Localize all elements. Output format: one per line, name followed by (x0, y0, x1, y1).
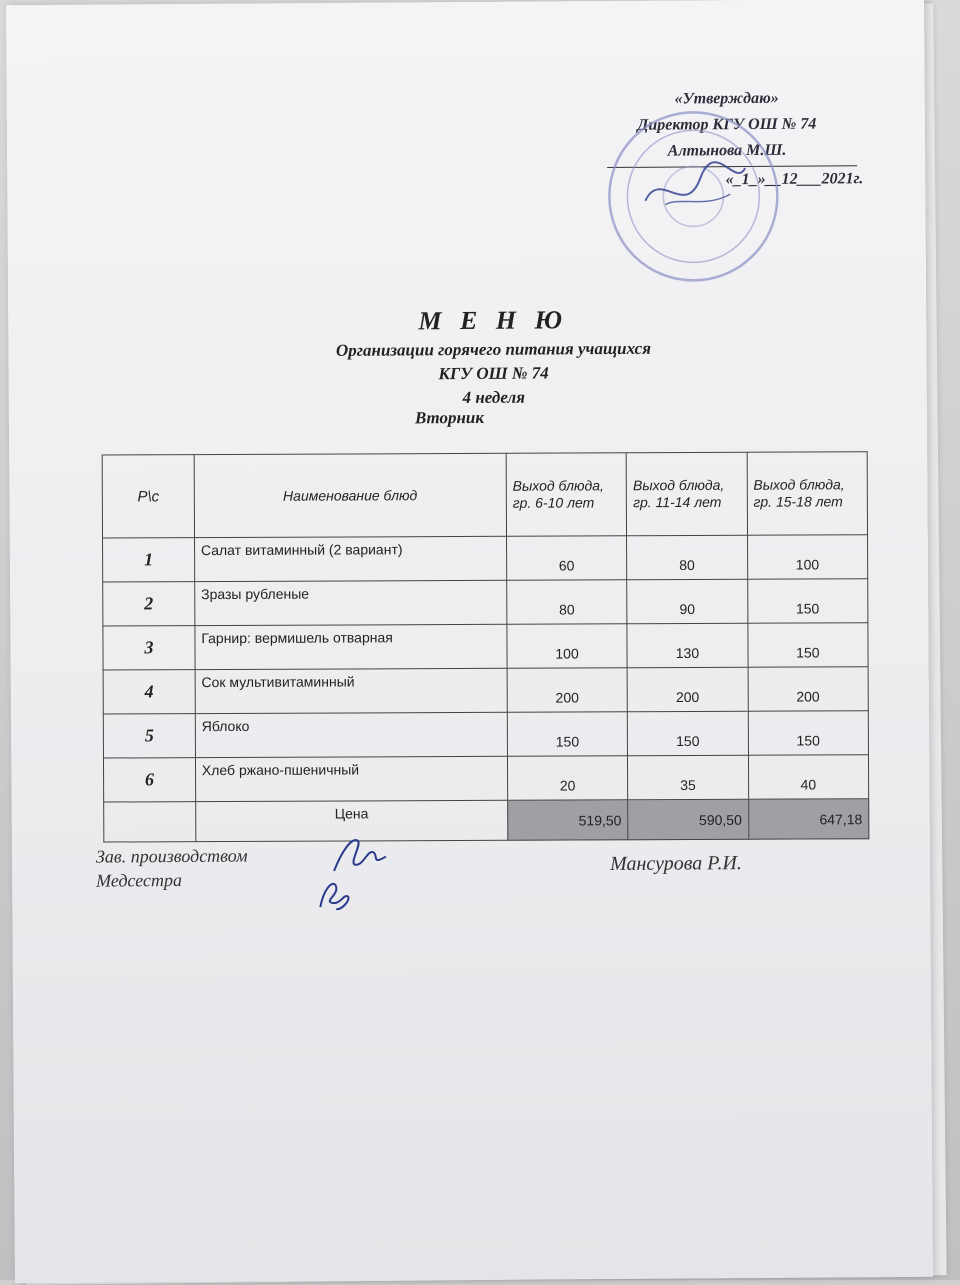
portion-6-10: 100 (507, 624, 628, 669)
nurse-signature-icon (314, 875, 354, 915)
portion-6-10: 20 (507, 756, 628, 801)
portion-15-18: 150 (748, 711, 869, 756)
row-number: 5 (103, 714, 195, 758)
dish-name: Зразы рубленые (195, 580, 507, 625)
title-block (258, 302, 729, 411)
column-header-dish: Наименование блюд (194, 453, 506, 537)
portion-15-18: 200 (748, 667, 869, 712)
column-header-number: Р\с (102, 455, 194, 538)
approval-position: Директор КГУ ОШ № 74 (637, 115, 817, 134)
portion-6-10: 60 (506, 536, 627, 581)
portion-6-10: 200 (507, 668, 628, 713)
production-head-label: Зав. производством (95, 845, 248, 867)
table-row (103, 579, 868, 626)
signatory-roles (96, 844, 248, 893)
approval-director-name: Алтынова М.Ш. (667, 141, 787, 160)
table-row (103, 667, 868, 714)
row-number: 4 (103, 670, 195, 714)
column-header-age-6-10: Выход блюда, гр. 6-10 лет (506, 453, 627, 537)
price-empty-cell (104, 802, 196, 842)
price-11-14: 590,50 (628, 799, 749, 840)
table-row (103, 755, 868, 802)
portion-11-14: 80 (627, 535, 748, 580)
row-number: 2 (103, 582, 195, 626)
portion-11-14: 130 (627, 623, 748, 668)
portion-11-14: 90 (627, 579, 748, 624)
dish-name: Хлеб ржано-пшеничный (195, 756, 507, 801)
day-label: Вторник (414, 407, 485, 428)
table-row (103, 711, 868, 758)
production-head-signature-icon (330, 831, 390, 879)
portion-15-18: 150 (747, 623, 868, 668)
column-header-age-15-18: Выход блюда, гр. 15-18 лет (747, 452, 868, 536)
page-subtitle: Организации горячего питания учащихся (335, 338, 651, 360)
row-number: 1 (103, 538, 195, 582)
portion-15-18: 150 (747, 579, 868, 624)
portion-15-18: 100 (747, 535, 868, 580)
table-row (103, 535, 868, 582)
row-number: 6 (103, 758, 195, 802)
portion-11-14: 150 (627, 711, 748, 756)
portion-11-14: 200 (627, 667, 748, 712)
dish-name: Яблоко (195, 712, 507, 757)
portion-15-18: 40 (748, 755, 869, 800)
approval-heading: «Утверждаю» (674, 89, 779, 108)
price-6-10: 519,50 (507, 800, 628, 841)
menu-table (102, 451, 870, 842)
portion-11-14: 35 (628, 755, 749, 800)
table-row (103, 623, 868, 670)
official-stamp-icon (605, 108, 782, 285)
dish-name: Гарнир: вермишель отварная (195, 624, 507, 669)
document-page (6, 0, 933, 1283)
dish-name: Сок мультивитаминный (195, 668, 507, 713)
approval-date: «_1_»__12___2021г. (725, 170, 864, 189)
portion-6-10: 150 (507, 712, 628, 757)
price-label: Цена (196, 800, 508, 841)
row-number: 3 (103, 626, 195, 670)
nurse-label: Медсестра (96, 869, 183, 891)
school-name: КГУ ОШ № 74 (438, 363, 549, 384)
price-15-18: 647,18 (748, 799, 869, 840)
page-title: М Е Н Ю (418, 305, 569, 336)
portion-6-10: 80 (507, 580, 628, 625)
table-header-row (102, 452, 867, 538)
column-header-age-11-14: Выход блюда, гр. 11-14 лет (626, 452, 747, 536)
signatory-name: Мансурова Р.И. (609, 852, 742, 876)
week-label: 4 неделя (462, 387, 525, 408)
dish-name: Салат витаминный (2 вариант) (194, 536, 506, 581)
price-row (104, 799, 869, 842)
